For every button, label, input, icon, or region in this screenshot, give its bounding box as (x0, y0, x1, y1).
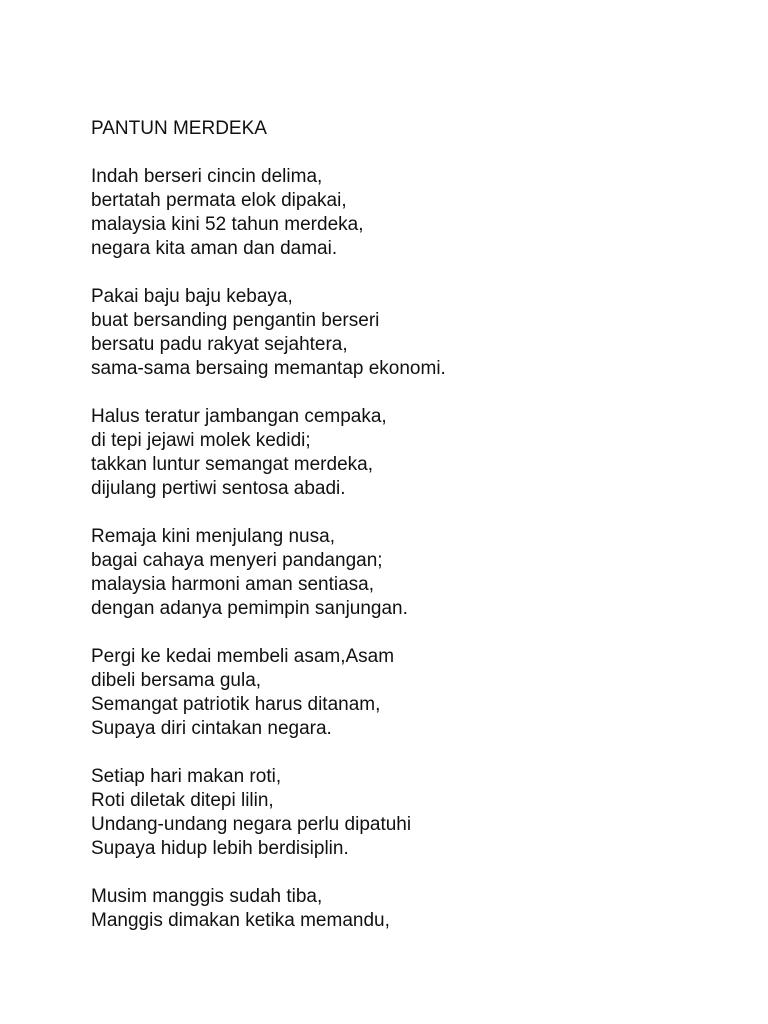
poem-line: Indah berseri cincin delima, (91, 166, 323, 187)
poem-line: Remaja kini menjulang nusa, (91, 526, 335, 547)
poem-line: dijulang pertiwi sentosa abadi. (91, 478, 346, 499)
poem-line: bertatah permata elok dipakai, (91, 190, 347, 211)
document-page (91, 117, 731, 957)
stanza-6 (91, 765, 731, 861)
poem-line: Supaya hidup lebih berdisiplin. (91, 838, 349, 859)
poem-line: Semangat patriotik harus ditanam, (91, 694, 381, 715)
poem-line: Roti diletak ditepi lilin, (91, 790, 274, 811)
poem-line: di tepi jejawi molek kedidi; (91, 430, 311, 451)
stanza-4 (91, 525, 731, 621)
poem-line: bagai cahaya menyeri pandangan; (91, 550, 383, 571)
poem-line: Pakai baju baju kebaya, (91, 286, 293, 307)
poem-line: Manggis dimakan ketika memandu, (91, 910, 390, 931)
poem-line: sama-sama bersaing memantap ekonomi. (91, 358, 446, 379)
poem-line: malaysia harmoni aman sentiasa, (91, 574, 375, 595)
poem-line: negara kita aman dan damai. (91, 238, 338, 259)
poem-line: buat bersanding pengantin berseri (91, 310, 380, 331)
document-title: PANTUN MERDEKA (91, 118, 267, 139)
poem-line: takkan luntur semangat merdeka, (91, 454, 373, 475)
poem-line: Supaya diri cintakan negara. (91, 718, 332, 739)
poem-line: bersatu padu rakyat sejahtera, (91, 334, 348, 355)
stanza-5 (91, 645, 731, 741)
poem-line: Musim manggis sudah tiba, (91, 886, 323, 907)
poem-line: dengan adanya pemimpin sanjungan. (91, 598, 408, 619)
poem-line: Pergi ke kedai membeli asam,Asam (91, 646, 395, 667)
poem-line: Halus teratur jambangan cempaka, (91, 406, 387, 427)
stanza-7 (91, 885, 731, 933)
poem-line: dibeli bersama gula, (91, 670, 262, 691)
stanza-3 (91, 405, 731, 501)
stanza-1 (91, 165, 731, 261)
poem-line: Setiap hari makan roti, (91, 766, 282, 787)
poem-line: malaysia kini 52 tahun merdeka, (91, 214, 364, 235)
poem-line: Undang-undang negara perlu dipatuhi (91, 814, 412, 835)
stanza-2 (91, 285, 731, 381)
